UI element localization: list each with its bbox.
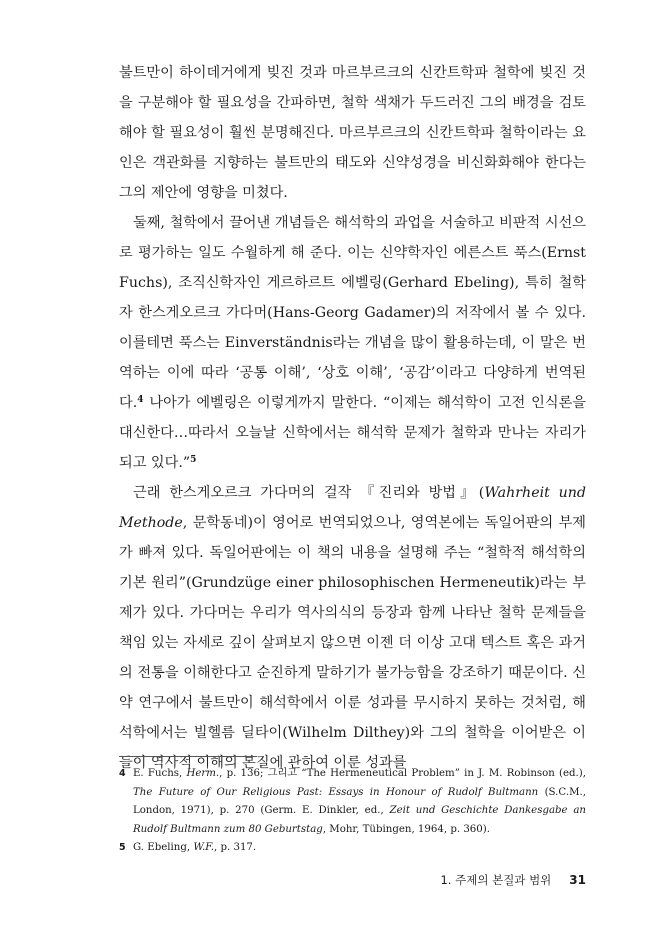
footnote-ref-4[interactable]: 4 (137, 395, 144, 405)
footnote-4 (119, 765, 586, 839)
footnote-text: , p. 136; 그리고 “The Hermeneutical Problem” in J. M. Robinson (ed.), (219, 768, 586, 779)
paragraph-3 (119, 478, 586, 778)
page-footer (0, 872, 586, 888)
footnotes (119, 765, 586, 858)
footnote-text: , Mohr, Tübingen, 1964, p. 360). (322, 823, 490, 835)
paragraph-1-text: 불트만이 하이데거에게 빚진 것과 마르부르크의 신칸트학파 철학에 빚진 것을 구분해야 할 필요성을 간파하면, 철학 색채가 두드러진 그의 배경을 검토해야 할 필요성이 훨씬 분명해진다. 마르부르크의 신칸트학파 철학이라는 요인은 객관화를 지향하는 불트만의 태도와 신약성경을 비신화화해야 한다는 그의 제안에 영향을 미쳤다. (119, 65, 586, 201)
footnote-text: E. Fuchs, (133, 768, 187, 779)
footnote-text: , p. 317. (213, 842, 257, 853)
footnote-text: G. Ebeling, (133, 842, 194, 853)
paragraph-2 (119, 208, 586, 478)
page-number: 31 (569, 873, 586, 887)
footnote-italic: The Future of Our Religious Past: Essays in Honour of Rudolf Bultmann (133, 786, 539, 798)
main-text (119, 58, 586, 778)
paragraph-3-italic-title: Wahrheit und Methode (119, 485, 587, 531)
footnote-5 (119, 839, 586, 858)
footnote-number: 4 (119, 768, 126, 779)
paragraph-3-text-a: 근래 한스게오르크 가다머의 걸작 『진리와 방법』( (133, 485, 485, 501)
footnote-italic: Zeit und Geschichte Dankesgabe an Rudolf Bultmann zum 80 Geburtstag (133, 805, 586, 835)
footnote-text: (S.C.M., London, 1971), p. 270 (Germ. E. Dinkler, ed., (133, 786, 586, 816)
running-footer-chapter: 1. 주제의 본질과 범위 (440, 873, 552, 887)
paragraph-1 (119, 58, 586, 208)
paragraph-2-text-b: 나아가 에벨링은 이렇게까지 말한다. “이제는 해석학이 고전 인식론을 대신한다…따라서 오늘날 신학에서는 해석학 문제가 철학과 만나는 자리가 되고 있다.” (119, 395, 586, 471)
footnote-number: 5 (119, 842, 126, 853)
footnote-divider (119, 756, 257, 757)
paragraph-2-text-a: 둘째, 철학에서 끌어낸 개념들은 해석학의 과업을 서술하고 비판적 시선으로 평가하는 일도 수월하게 해 준다. 이는 신약학자인 에른스트 푹스(Ernst Fuchs), 조직신학자인 게르하르트 에벨링(Gerhard Ebeling), 특히 철학자 한스게오르크 가다머(Hans-Georg Gadamer)의 저작에서 볼 수 있다. 이를테면 푹스는 Einverständnis라는 개념을 많이 활용하는데, 이 말은 번역하는 이에 따라 ‘공통 이해’, ‘상호 이해’, ‘공감’이라고 다양하게 번역된다. (119, 215, 586, 411)
footnote-ref-5[interactable]: 5 (190, 455, 197, 465)
footnote-italic: W.F. (193, 842, 214, 853)
paragraph-3-text-b: , 문학동네)이 영어로 번역되었으나, 영역본에는 독일어판의 부제가 빠져 있다. 독일어판에는 이 책의 내용을 설명해 주는 “철학적 해석학의 기본 원리”(Grundzüge einer philosophischen Hermeneutik)라는 부제가 있다. 가다머는 우리가 역사의식의 등장과 함께 나타난 철학 문제들을 책임 있는 자세로 깊이 살펴보지 않으면 이젠 더 이상 고대 텍스트 혹은 과거의 전통을 이해한다고 순진하게 말하기가 불가능함을 강조하기 때문이다. 신약 연구에서 불트만이 해석학에서 이룬 성과를 무시하지 못하는 것처럼, 해석학에서는 빌헬름 딜타이(Wilhelm Dilthey)와 그의 철학을 이어받은 이들이 역사적 이해의 본질에 관하여 이룬 성과를 (119, 515, 586, 771)
footnote-italic: Herm. (186, 768, 220, 779)
